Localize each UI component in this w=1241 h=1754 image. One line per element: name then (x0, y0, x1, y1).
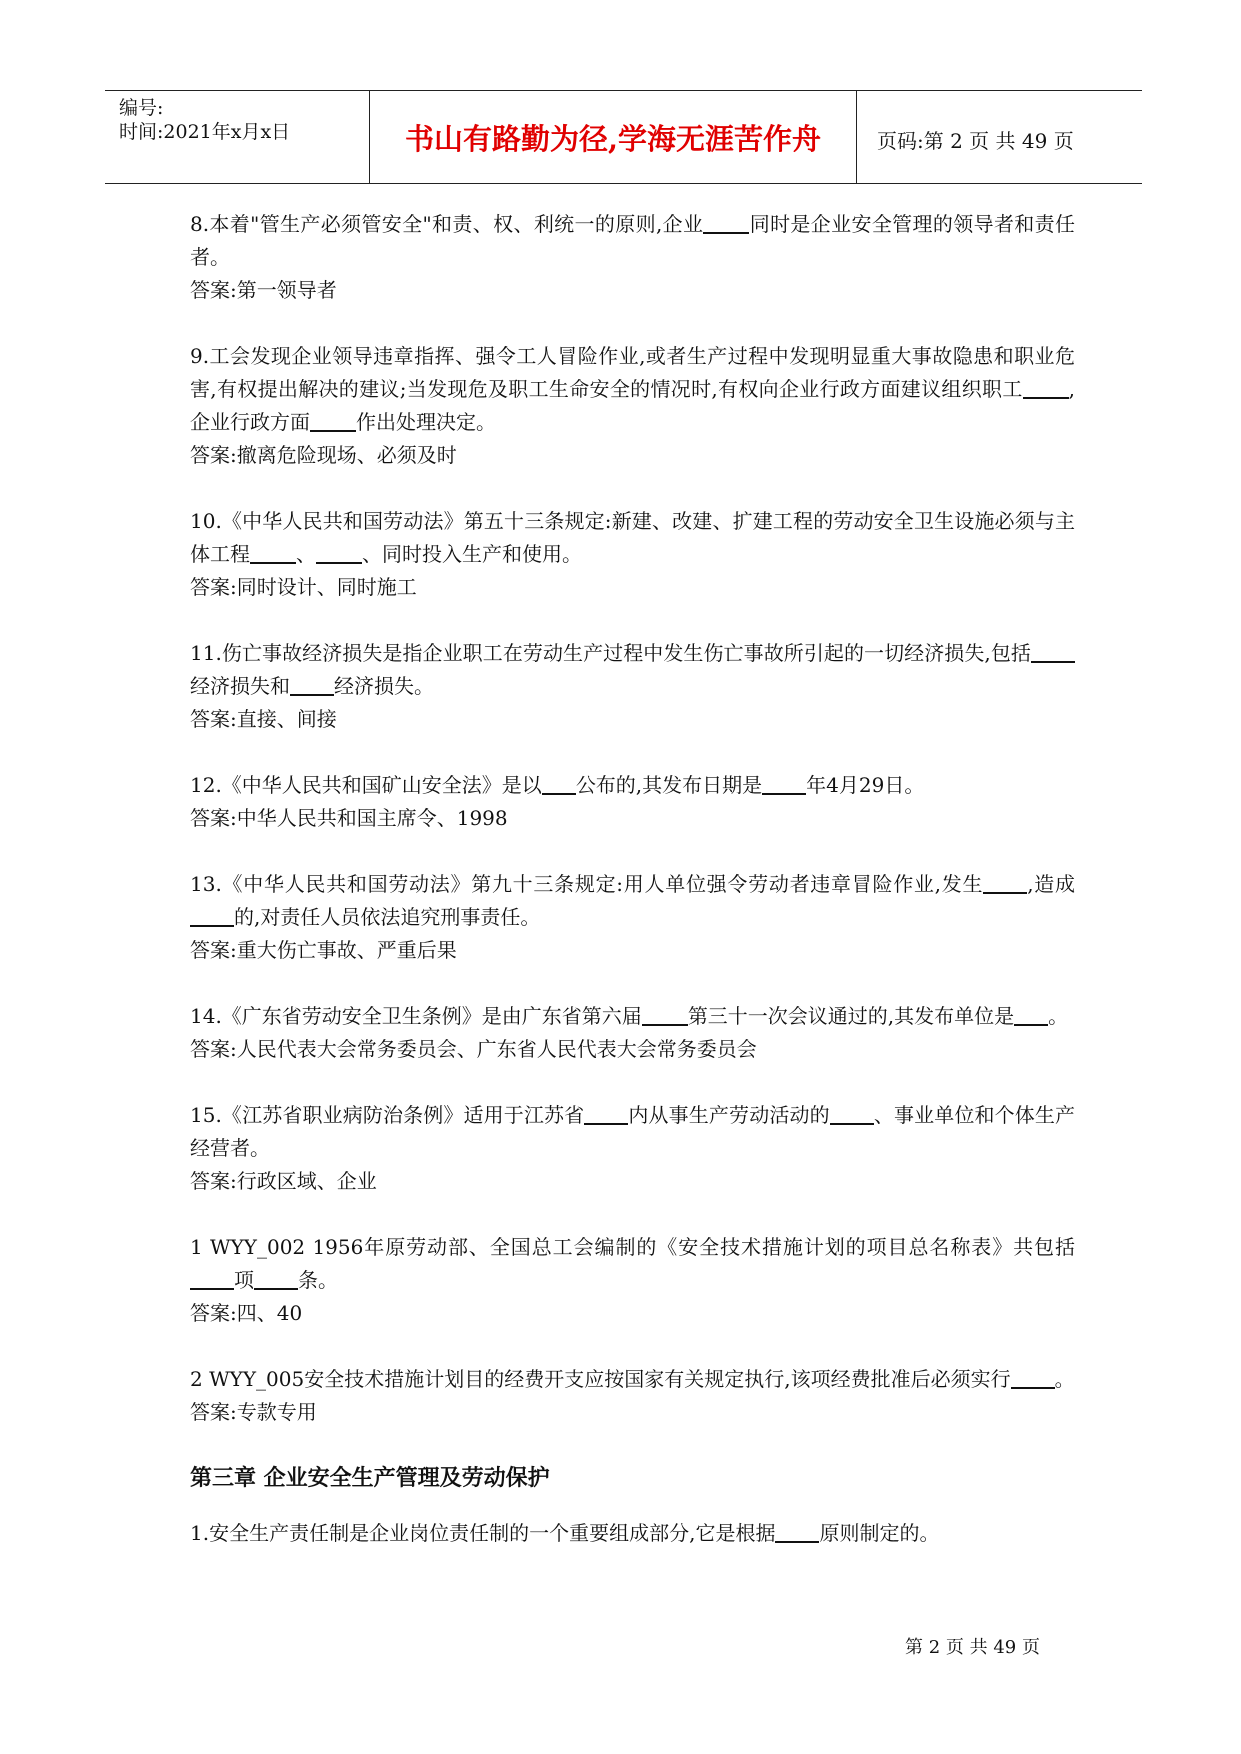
question-item (190, 1000, 1075, 1066)
question-text-segment: 的,对责任人员依法追究刑事责任。 (234, 905, 541, 929)
question-text-segment: 第三十一次会议通过的,其发布单位是 (687, 1004, 1015, 1028)
fill-in-blank (642, 1004, 688, 1026)
question-item (190, 769, 1075, 835)
chapter-heading: 第三章 企业安全生产管理及劳动保护 (190, 1465, 550, 1491)
question-item (190, 208, 1075, 307)
question-text (190, 1517, 1075, 1550)
fill-in-blank (762, 773, 806, 795)
fill-in-blank (190, 1268, 234, 1290)
question-item (190, 1363, 1075, 1429)
question-text-segment: 项 (234, 1268, 254, 1292)
fill-in-blank (775, 1521, 819, 1543)
answer-text: 答案:行政区域、企业 (190, 1169, 377, 1193)
question-text-segment: 、事业单位和个体生产经营者。 (190, 1103, 1076, 1160)
question-text-segment: 条。 (298, 1268, 338, 1292)
question-text (190, 1099, 1075, 1165)
document-time-label: 时间:2021年x月x日 (119, 121, 291, 143)
fill-in-blank (250, 542, 296, 564)
question-text-segment: 15.《江苏省职业病防治条例》适用于江苏省 (190, 1103, 585, 1127)
fill-in-blank (584, 1103, 628, 1125)
question-item (190, 505, 1075, 604)
answer-text: 答案:直接、间接 (190, 707, 337, 731)
question-text-segment: 2 WYY_005安全技术措施计划目的经费开支应按国家有关规定执行,该项经费批准后必须实行 (190, 1367, 1011, 1391)
question-item (190, 1517, 1075, 1550)
question-text-segment: 8.本着"管生产必须管安全"和责、权、利统一的原则,企业 (190, 212, 704, 236)
answer-text: 答案:专款专用 (190, 1400, 317, 1424)
question-text (190, 769, 1075, 802)
question-item (190, 340, 1075, 472)
page-header (105, 90, 1142, 184)
question-text-segment: 9.工会发现企业领导违章指挥、强令工人冒险作业,或者生产过程中发现明显重大事故隐患和职业危害,有权提出解决的建议;当发现危及职工生命安全的情况时,有权向企业行政方面建议组织职工 (190, 344, 1075, 401)
question-item (190, 868, 1075, 967)
question-text-segment: 、 (296, 542, 316, 566)
fill-in-blank (983, 872, 1027, 894)
question-text (190, 868, 1075, 934)
question-text-segment: 1.安全生产责任制是企业岗位责任制的一个重要组成部分,它是根据 (190, 1521, 776, 1545)
question-text-segment: 年4月29日。 (806, 773, 925, 797)
fill-in-blank (1014, 1004, 1048, 1026)
question-text (190, 1363, 1075, 1396)
page-footer: 第 2 页 共 49 页 (905, 1637, 1040, 1658)
question-text-segment: 1 WYY_002 1956年原劳动部、全国总工会编制的《安全技术措施计划的项目总名称表》共包括 (190, 1235, 1075, 1259)
question-text-segment: 。 (1054, 1367, 1075, 1391)
question-text-segment: 经济损失和 (190, 674, 290, 698)
question-text (190, 505, 1075, 571)
fill-in-blank (703, 212, 749, 234)
question-text-segment: 12.《中华人民共和国矿山安全法》是以 (190, 773, 542, 797)
header-left-cell (105, 91, 369, 183)
fill-in-blank (1011, 1367, 1055, 1389)
question-item (190, 637, 1075, 736)
question-text (190, 637, 1075, 703)
question-text-segment: ,企业行政方面 (190, 377, 1075, 434)
header-motto: 书山有路勤为径,学海无涯苦作舟 (404, 122, 822, 156)
question-text (190, 1231, 1075, 1297)
question-text-segment: 内从事生产劳动活动的 (628, 1103, 830, 1127)
question-list (190, 208, 1075, 1429)
question-text-segment: 。 (1048, 1004, 1069, 1028)
answer-text: 答案:第一领导者 (190, 278, 337, 302)
fill-in-blank (316, 542, 362, 564)
fill-in-blank (542, 773, 576, 795)
fill-in-blank (254, 1268, 298, 1290)
answer-text: 答案:同时设计、同时施工 (190, 575, 417, 599)
question-text-segment: ,造成 (1027, 872, 1075, 896)
header-motto-cell (369, 91, 857, 183)
fill-in-blank (1023, 377, 1069, 399)
question-text-segment: 14.《广东省劳动安全卫生条例》是由广东省第六届 (190, 1004, 642, 1028)
question-text-segment: 同时是企业安全管理的领导者和责任者。 (190, 212, 1075, 269)
question-text-segment: 公布的,其发布日期是 (575, 773, 763, 797)
page-content (190, 208, 1075, 1583)
question-text (190, 208, 1075, 274)
question-text (190, 1000, 1075, 1033)
document-number-label: 编号: (119, 97, 164, 119)
chapter-question-list (190, 1517, 1075, 1550)
header-page-cell (857, 91, 1142, 183)
answer-text: 答案:人民代表大会常务委员会、广东省人民代表大会常务委员会 (190, 1037, 757, 1061)
answer-text: 答案:撤离危险现场、必须及时 (190, 443, 457, 467)
question-text (190, 340, 1075, 439)
fill-in-blank (190, 905, 234, 927)
question-text-segment: 、同时投入生产和使用。 (362, 542, 582, 566)
question-text-segment: 作出处理决定。 (356, 410, 496, 434)
answer-text: 答案:中华人民共和国主席令、1998 (190, 806, 508, 830)
fill-in-blank (290, 674, 334, 696)
fill-in-blank (310, 410, 356, 432)
header-page-number: 页码:第 2 页 共 49 页 (877, 129, 1074, 153)
question-text-segment: 13.《中华人民共和国劳动法》第九十三条规定:用人单位强令劳动者违章冒险作业,发生 (190, 872, 984, 896)
question-text-segment: 经济损失。 (334, 674, 434, 698)
fill-in-blank (1031, 641, 1075, 663)
question-text-segment: 11.伤亡事故经济损失是指企业职工在劳动生产过程中发生伤亡事故所引起的一切经济损失,包括 (190, 641, 1031, 665)
question-item (190, 1231, 1075, 1330)
fill-in-blank (830, 1103, 874, 1125)
answer-text: 答案:重大伤亡事故、严重后果 (190, 938, 457, 962)
question-text-segment: 原则制定的。 (819, 1521, 940, 1545)
answer-text: 答案:四、40 (190, 1301, 303, 1325)
question-item (190, 1099, 1075, 1198)
question-text-segment: 10.《中华人民共和国劳动法》第五十三条规定:新建、改建、扩建工程的劳动安全卫生设施必须与主体工程 (190, 509, 1075, 566)
